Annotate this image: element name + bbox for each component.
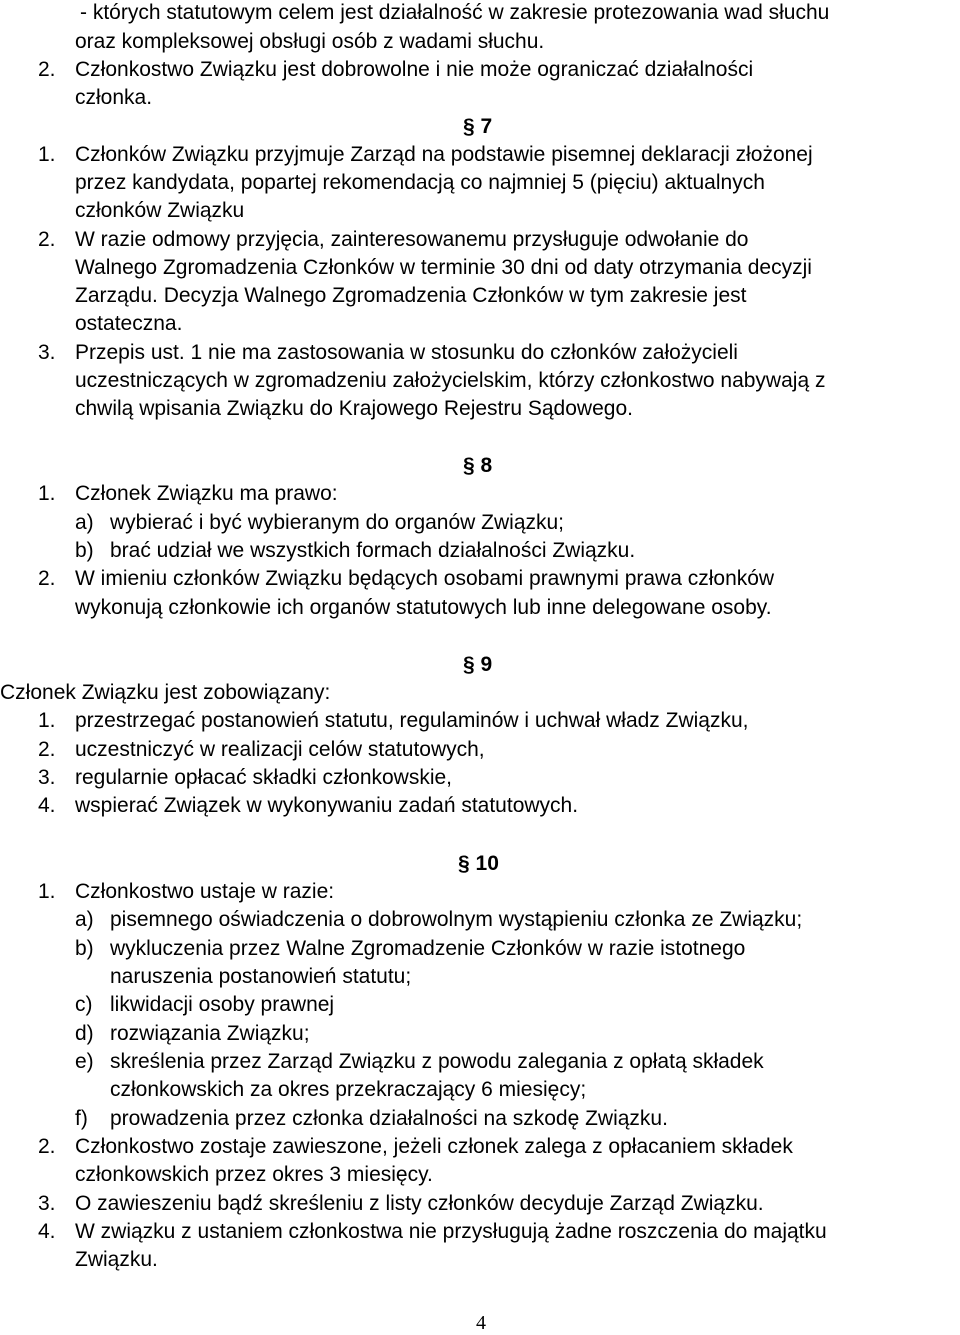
text-line: W razie odmowy przyjęcia, zainteresowanemu przysługuje odwołanie do bbox=[75, 228, 749, 251]
text-line: W związku z ustaniem członkostwa nie przysługują żadne roszczenia do majątku bbox=[75, 1220, 827, 1243]
list-letter: a) bbox=[75, 511, 94, 534]
text-line: przez kandydata, popartej rekomendacją co najmniej 5 (pięciu) aktualnych bbox=[75, 171, 765, 194]
text-line: Członkostwo zostaje zawieszone, jeżeli członek zalega z opłacaniem składek bbox=[75, 1135, 793, 1158]
section-heading-8: § 8 bbox=[463, 454, 493, 477]
list-number: 3. bbox=[38, 766, 56, 789]
list-letter: e) bbox=[75, 1050, 94, 1073]
text-line: wykluczenia przez Walne Zgromadzenie Członków w razie istotnego bbox=[110, 937, 746, 960]
text-line: Walnego Zgromadzenia Członków w terminie 30 dni od daty otrzymania decyzji bbox=[75, 256, 812, 279]
text-line: wykonują członkowie ich organów statutowych lub inne delegowane osoby. bbox=[75, 596, 772, 619]
text-line: uczestniczących w zgromadzeniu założycielskim, którzy członkostwo nabywają z bbox=[75, 369, 826, 392]
list-number: 2. bbox=[38, 58, 56, 81]
text-line: członków Związku bbox=[75, 199, 245, 222]
text-line: rozwiązania Związku; bbox=[110, 1022, 310, 1045]
list-number: 1. bbox=[38, 880, 56, 903]
text-line: - których statutowym celem jest działalność w zakresie protezowania wad słuchu bbox=[80, 1, 830, 24]
list-number: 1. bbox=[38, 143, 56, 166]
text-line: brać udział we wszystkich formach działalności Związku. bbox=[110, 539, 636, 562]
text-line: chwilą wpisania Związku do Krajowego Rejestru Sądowego. bbox=[75, 397, 633, 420]
text-line: skreślenia przez Zarząd Związku z powodu zalegania z opłatą składek bbox=[110, 1050, 764, 1073]
text-line: prowadzenia przez członka działalności na szkodę Związku. bbox=[110, 1107, 668, 1130]
list-letter: c) bbox=[75, 993, 93, 1016]
list-number: 2. bbox=[38, 1135, 56, 1158]
list-letter: b) bbox=[75, 937, 94, 960]
text-line: Członkostwo Związku jest dobrowolne i nie może ograniczać działalności bbox=[75, 58, 754, 81]
text-line: W imieniu członków Związku będących osobami prawnymi prawa członków bbox=[75, 567, 775, 590]
text-line: wspierać Związek w wykonywaniu zadań statutowych. bbox=[75, 794, 579, 817]
text-line: Zarządu. Decyzja Walnego Zgromadzenia Członków w tym zakresie jest bbox=[75, 284, 747, 307]
text-line: Członek Związku ma prawo: bbox=[75, 482, 338, 505]
list-number: 4. bbox=[38, 1220, 56, 1243]
text-line: przestrzegać postanowień statutu, regulaminów i uchwał władz Związku, bbox=[75, 709, 749, 732]
list-number: 2. bbox=[38, 228, 56, 251]
text-line: naruszenia postanowień statutu; bbox=[110, 965, 412, 988]
list-number: 2. bbox=[38, 738, 56, 761]
page-number: 4 bbox=[476, 1312, 486, 1334]
text-line: uczestniczyć w realizacji celów statutowych, bbox=[75, 738, 485, 761]
list-letter: b) bbox=[75, 539, 94, 562]
list-letter: d) bbox=[75, 1022, 94, 1045]
list-letter: a) bbox=[75, 908, 94, 931]
text-line: członkowskich za okres przekraczający 6 miesięcy; bbox=[110, 1078, 587, 1101]
list-letter: f) bbox=[75, 1107, 88, 1130]
text-line: O zawieszeniu bądź skreśleniu z listy członków decyduje Zarząd Związku. bbox=[75, 1192, 764, 1215]
text-line: oraz kompleksowej obsługi osób z wadami słuchu. bbox=[75, 30, 545, 53]
section-heading-9: § 9 bbox=[463, 653, 493, 676]
text-line: członkowskich przez okres 3 miesięcy. bbox=[75, 1163, 433, 1186]
list-number: 2. bbox=[38, 567, 56, 590]
text-line: Związku. bbox=[75, 1248, 158, 1271]
list-number: 1. bbox=[38, 709, 56, 732]
list-number: 3. bbox=[38, 1192, 56, 1215]
section-heading-7: § 7 bbox=[463, 115, 493, 138]
text-line: Członek Związku jest zobowiązany: bbox=[0, 681, 331, 704]
list-number: 4. bbox=[38, 794, 56, 817]
text-line: regularnie opłacać składki członkowskie, bbox=[75, 766, 453, 789]
text-line: likwidacji osoby prawnej bbox=[110, 993, 335, 1016]
list-number: 1. bbox=[38, 482, 56, 505]
text-line: wybierać i być wybieranym do organów Związku; bbox=[110, 511, 565, 534]
text-line: Członków Związku przyjmuje Zarząd na podstawie pisemnej deklaracji złożonej bbox=[75, 143, 813, 166]
text-line: Członkostwo ustaje w razie: bbox=[75, 880, 335, 903]
list-number: 3. bbox=[38, 341, 56, 364]
text-line: ostateczna. bbox=[75, 312, 183, 335]
text-line: pisemnego oświadczenia o dobrowolnym wystąpieniu członka ze Związku; bbox=[110, 908, 803, 931]
text-line: Przepis ust. 1 nie ma zastosowania w stosunku do członków założycieli bbox=[75, 341, 738, 364]
section-heading-10: § 10 bbox=[458, 852, 499, 875]
text-line: członka. bbox=[75, 86, 153, 109]
